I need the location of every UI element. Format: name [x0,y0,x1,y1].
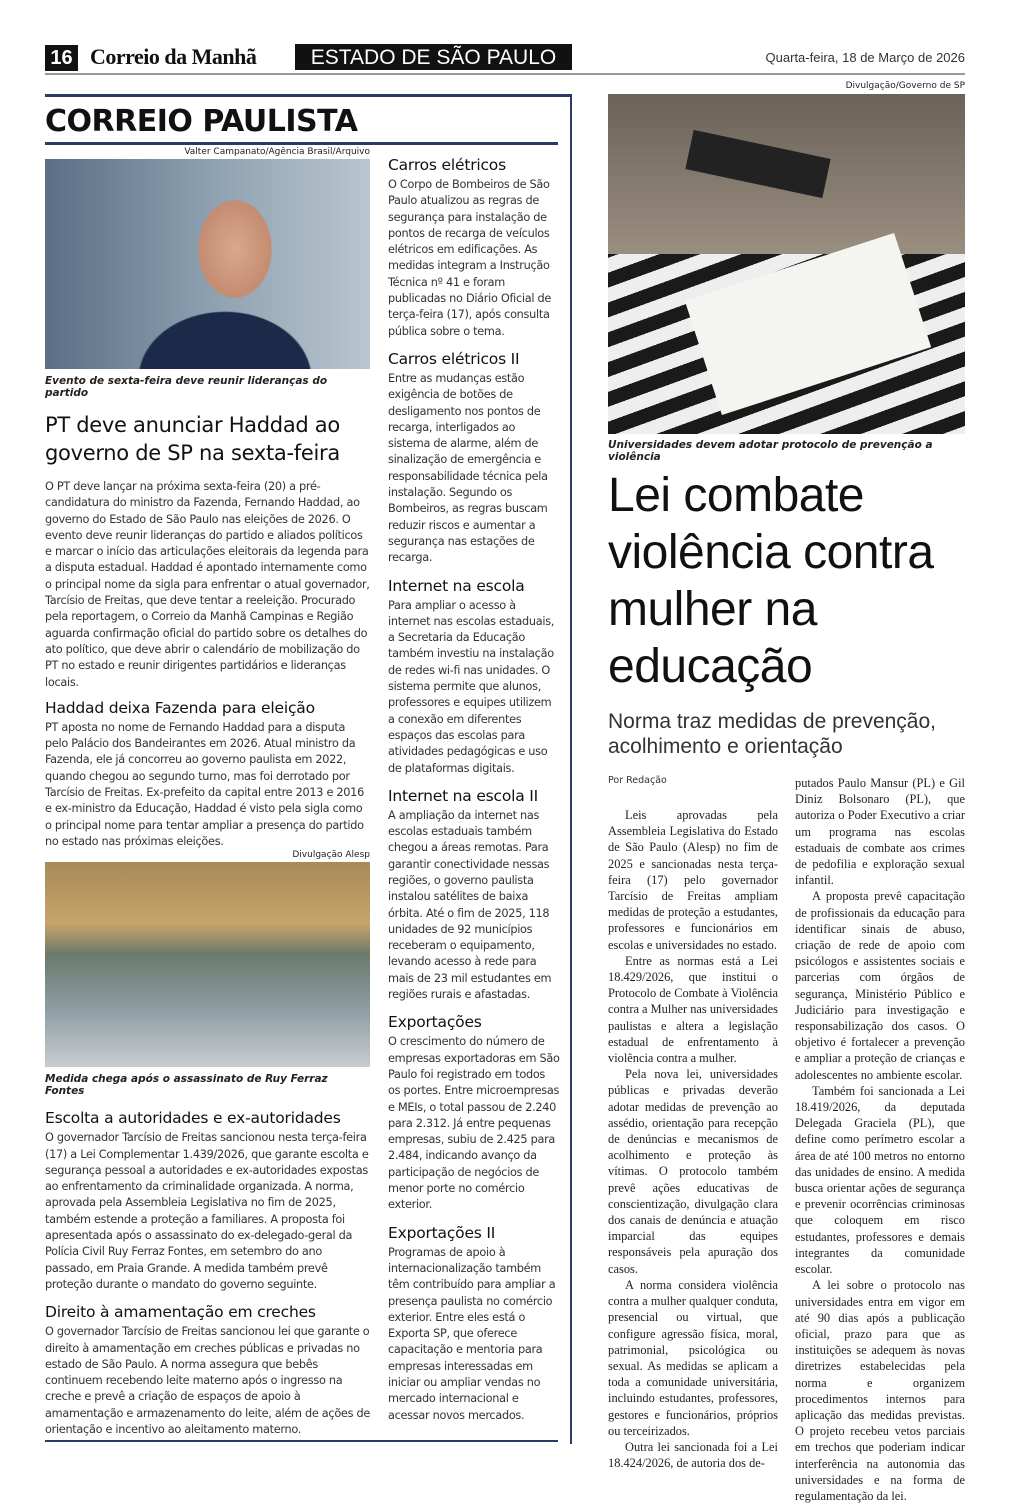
article-body: O governador Tarcísio de Freitas sancionou lei que garante o direito à amamentação em creches públicas e privadas no estado de São Paulo. A norma assegura que bebês continuem recebendo leite materno após o ingresso na creche e prevê a criação de espaços de apoio à amamentação e armazenamento do leite, além de ações de orientação e incentivo ao aleitamento materno. [45,1325,370,1436]
section-bottom-rule [45,1440,558,1442]
brief-body: A ampliação da internet nas escolas estaduais também chegou a áreas remotas. Para garantir conectividade nessas regiões, o governo paulista instalou satélites de baixa órbita. Até o fim de 2025, 118 unidades de 92 municípios receberam o equipamento, levando acesso à rede para mais de 23 mil estudantes em regiões rurais e afastadas. [388,808,552,1002]
brief-title: Carros elétricos [388,156,506,174]
paragraph: putados Paulo Mansur (PL) e Gil Diniz Bolsonaro (PL), que autoriza o Poder Executivo a criar um programa nas escolas estaduais de combate aos crimes de pedofilia e exploração sexual infantil. [795,776,965,888]
photo-credit: Valter Campanato/Agência Brasil/Arquivo [184,147,370,157]
middle-column [388,150,560,1424]
story-column-1 [608,775,778,1504]
students-photo [608,94,965,434]
paragraph: A proposta prevê capacitação de profissionais da educação para identificar sinais de abuso, criação de rede de apoio com psicólogos e assistentes sociais e parcerias com órgãos de segurança, Ministério Público e Judiciário para investigação e responsabilização dos casos. O objetivo é fortalecer a prevenção e ampliar a proteção de crianças e adolescentes no ambiente escolar. [795,889,965,1082]
brief-title: Exportações [388,1013,482,1032]
page-number: 16 [45,45,78,71]
brief-title: Carros elétricos II [388,349,520,368]
story-columns [608,775,965,1504]
subheadline: Norma traz medidas de prevenção, acolhimento e orientação [608,710,936,758]
brief-body: Entre as mudanças estão exigência de botões de desligamento nos pontos de recarga, interligados ao sistema de alarme, além de sinalização de emergência e responsabilidade técnica pela instalação. Segundo os Bombeiros, as regras buscam reduzir riscos e aumentar a segurança nas estações de recarga. [388,371,548,565]
main-headline: Lei combate violência contra mulher na educação [608,469,934,693]
article-body: O PT deve lançar na próxima sexta-feira (20) a pré-candidatura do ministro da Fazenda, Fernando Haddad, ao governo do Estado de São Paulo nas eleições de 2026. O evento deve reunir lideranças do partido e aliados políticos e marcar o início das articulações eleitorais da legenda para a disputa estadual. Haddad é apontado internamente como o principal nome da sigla para enfrentar o atual governador, Tarcísio de Freitas, que deve tentar a reeleição. Procurado pela reportagem, o Correio da Manhã Campinas e Região aguarda confirmação oficial do partido sobre os detalhes do ato político, que deve abrir o calendário de mobilização do PT no estado e reunir dirigentes partidários e lideranças locais. [45,480,370,689]
brief-body: O Corpo de Bombeiros de São Paulo atualizou as regras de segurança para instalação de pontos de recarga de veículos elétricos em edificações. As medidas integram a Instrução Técnica nº 41 e foram publicadas no Diário Oficial de terça-feira (17), após consulta pública sobre o tema. [388,178,552,338]
paragraph: A lei sobre o protocolo nas universidades entra em vigor em até 90 dias após a publicação oficial, prazo para que as instituições se adequem às novas diretrizes estabelecidas pela norma e organizem procedimentos internos para aplicação das medidas previstas. O projeto recebeu vetos parciais em trechos que poderiam indicar interferência na autonomia das universidades e na forma de regulamentação da lei. [795,1278,965,1503]
assembly-photo [45,862,370,1067]
section-right-rule [570,94,572,1444]
newspaper-logo: Correio da Manhã [90,44,257,69]
subhead: Haddad deixa Fazenda para eleição [45,698,315,717]
paragraph: Também foi sancionada a Lei 18.419/2026, da deputada Delegada Graciela (PL), que define como perímetro escolar a área de até 100 metros no entorno das unidades de ensino. A medida busca orientar ações de segurança e prevenir ocorrências criminosas que coloquem em risco estudantes, professores e demais integrantes da comunidade escolar. [795,1083,965,1277]
article-body: PT aposta no nome de Fernando Haddad para a disputa pelo Palácio dos Bandeirantes em 2026. Atual ministro da Fazenda, ele já concorreu ao governo paulista em 2022, quando chegou ao segundo turno, mas foi derrotado por Tarcísio de Freitas. Ex-prefeito da capital entre 2013 e 2016 e ex-ministro da Educação, Haddad é visto pela sigla como o principal nome para tentar ampliar a presença do partido no estado nas próximas eleições. [45,720,364,848]
byline: Por Redação [608,775,667,786]
paragraph: Entre as normas está a Lei 18.429/2026, que institui o Protocolo de Combate à Violência contra a Mulher nas universidades paulistas e altera a legislação estadual de enfrentamento à violência contra a mulher. [608,953,778,1066]
brief-title: Internet na escola [388,576,525,595]
article-body: O governador Tarcísio de Freitas sancionou nesta terça-feira (17) a Lei Complementar 1.439/2026, que garante escolta e segurança pessoal a autoridades e ex-autoridades expostas ao enfrentamento da criminalidade organizada. A norma, aprovada pela Assembleia Legislativa no fim de 2025, também estende a proteção a familiares. A proposta foi apresentada após o assassinato do ex-delegado-geral da Polícia Civil Ruy Ferraz Fontes, em setembro do ano passado, em Praia Grande. A medida também prevê proteção durante o mandato do governo seguinte. [45,1131,369,1291]
section-top-rule [45,94,572,97]
haddad-photo [45,159,370,369]
brief-body: O crescimento do número de empresas exportadoras em São Paulo foi registrado em todos os portes. Entre microempresas e MEIs, o total passou de 2.240 para 2.312. Já entre pequenas empresas, subiu de 2.425 para 2.484, indicando avanço da participação de negócios de menor porte no comércio exterior. [388,1035,560,1212]
photo-credit: Divulgação Alesp [292,850,370,861]
main-story [608,81,965,1504]
paragraph: A norma considera violência contra a mulher qualquer conduta, presencial ou virtual, que configure agressão física, moral, patrimonial, psicológica ou sexual. As medidas se aplicam a toda a comunidade universitária, incluindo estudantes, professores, gestores e funcionários, próprios ou terceirizados. [608,1277,778,1438]
photo-caption: Medida chega após o assassinato de Ruy Ferraz Fontes [45,1073,328,1098]
subhead: Escolta a autoridades e ex-autoridades [45,1109,341,1128]
left-column [45,147,370,1438]
photo-caption: Evento de sexta-feira deve reunir lideranças do partido [45,375,328,399]
column-kicker: CORREIO PAULISTA [45,104,358,139]
brief-title: Exportações II [388,1223,496,1242]
paragraph: Pela nova lei, universidades públicas e privadas deverão adotar medidas de prevenção ao assédio, orientação para recepção de denúncias e mecanismos de acolhimento e proteção às vítimas. O protocolo também prevê ações educativas de conscientização, divulgação clara dos canais de denúncia e atuação imparcial das equipes responsáveis pela apuração dos casos. [608,1067,778,1276]
paragraph: Leis aprovadas pela Assembleia Legislativa do Estado de São Paulo (Alesp) no fim de 2025 e sancionadas nesta terça-feira (17) pelo governador Tarcísio de Freitas ampliam medidas de proteção a estudantes, professores e funcionários em escolas e universidades no estado. [608,808,778,952]
photo-caption: Universidades devem adotar protocolo de prevenção a violência [608,439,933,463]
paragraph: Outra lei sancionada foi a Lei 18.424/2026, de autoria dos de- [608,1439,778,1471]
kicker-underline [45,142,558,145]
brief-body: Programas de apoio à internacionalização também têm contribuído para ampliar a presença paulista no comércio exterior. Entre eles está o Exporta SP, que oferece capacitação e mentoria para empresas interessadas em iniciar ou ampliar vendas no mercado internacional e acessar novos mercados. [388,1245,556,1422]
article-headline: PT deve anunciar Haddad ao governo de SP na sexta-feira [45,413,340,465]
subhead: Direito à amamentação em creches [45,1303,316,1322]
header-divider [45,73,965,75]
story-column-2 [795,775,965,1504]
document-paper [685,233,931,415]
photo-credit: Divulgação/Governo de SP [845,81,965,91]
brief-title: Internet na escola II [388,786,539,805]
section-title: ESTADO DE SÃO PAULO [295,44,572,70]
issue-date: Quarta-feira, 18 de Março de 2026 [765,50,965,65]
brief-body: Para ampliar o acesso à internet nas escolas estaduais, a Secretaria da Educação também investiu na instalação de redes wi-fi nas unidades. O sistema permite que alunos, professores e equipes utilizem a conexão em diferentes espaços das escolas para atividades pedagógicas e uso de plataformas digitais. [388,598,555,775]
